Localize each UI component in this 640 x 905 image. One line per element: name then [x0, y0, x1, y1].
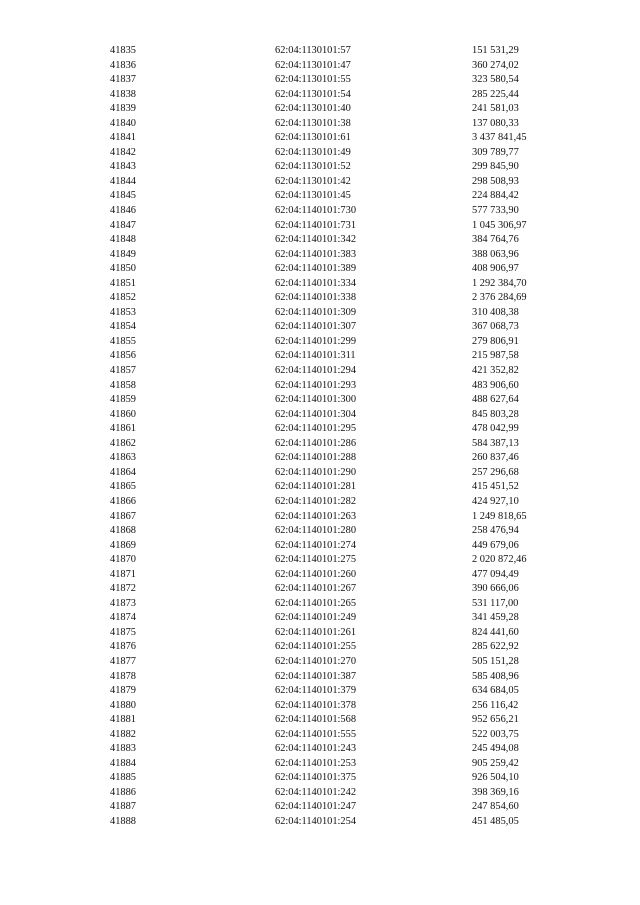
cadastral-number-cell: 62:04:1140101:255 [275, 641, 357, 653]
table-row [110, 277, 572, 292]
row-number-cell: 41880 [110, 699, 136, 711]
table-row [110, 262, 572, 277]
table-row [110, 480, 572, 495]
cadastral-number-cell: 62:04:1140101:311 [275, 350, 356, 362]
table-row [110, 742, 572, 757]
cadastral-number-cell: 62:04:1140101:389 [275, 263, 357, 275]
cadastral-number-cell: 62:04:1140101:275 [275, 554, 357, 566]
cadastral-value-cell: 390 666,06 [472, 583, 519, 595]
table-row [110, 175, 572, 190]
cadastral-value-cell: 577 733,90 [472, 205, 519, 217]
table-row [110, 59, 572, 74]
row-number-cell: 41841 [110, 132, 136, 144]
row-number-cell: 41883 [110, 743, 136, 755]
cadastral-value-cell: 241 581,03 [472, 103, 519, 115]
cadastral-value-cell: 585 408,96 [472, 670, 519, 682]
row-number-cell: 41858 [110, 379, 136, 391]
cadastral-number-cell: 62:04:1130101:52 [275, 161, 351, 173]
cadastral-number-cell: 62:04:1140101:387 [275, 670, 357, 682]
table-row [110, 786, 572, 801]
row-number-cell: 41847 [110, 219, 136, 231]
cadastral-number-cell: 62:04:1140101:731 [275, 219, 357, 231]
cadastral-number-cell: 62:04:1130101:57 [275, 45, 351, 56]
row-number-cell: 41860 [110, 408, 136, 420]
cadastral-number-cell: 62:04:1140101:281 [275, 481, 357, 493]
row-number-cell: 41888 [110, 815, 136, 827]
table-row [110, 349, 572, 364]
table-row [110, 568, 572, 583]
row-number-cell: 41873 [110, 597, 136, 609]
cadastral-value-cell: 247 854,60 [472, 801, 519, 813]
row-number-cell: 41837 [110, 74, 136, 86]
cadastral-value-cell: 522 003,75 [472, 728, 519, 740]
table-row [110, 189, 572, 204]
cadastral-value-cell: 1 045 306,97 [472, 219, 527, 231]
row-number-cell: 41853 [110, 306, 136, 318]
cadastral-value-cell: 323 580,54 [472, 74, 519, 86]
row-number-cell: 41840 [110, 117, 136, 129]
cadastral-number-cell: 62:04:1140101:294 [275, 365, 357, 377]
table-row [110, 160, 572, 175]
cadastral-value-cell: 408 906,97 [472, 263, 519, 275]
table-row [110, 684, 572, 699]
row-number-cell: 41874 [110, 612, 136, 624]
table-row [110, 728, 572, 743]
cadastral-value-cell: 531 117,00 [472, 597, 519, 609]
table-row [110, 306, 572, 321]
table-row [110, 248, 572, 263]
row-number-cell: 41849 [110, 248, 136, 260]
row-number-cell: 41850 [110, 263, 136, 275]
row-number-cell: 41879 [110, 685, 136, 697]
table-row [110, 88, 572, 103]
table-body [110, 44, 572, 830]
row-number-cell: 41867 [110, 510, 136, 522]
cadastral-number-cell: 62:04:1130101:55 [275, 74, 351, 86]
table-row [110, 219, 572, 234]
cadastral-value-cell: 449 679,06 [472, 539, 519, 551]
row-number-cell: 41842 [110, 146, 136, 158]
table-row [110, 539, 572, 554]
row-number-cell: 41844 [110, 175, 136, 187]
row-number-cell: 41863 [110, 452, 136, 464]
cadastral-number-cell: 62:04:1140101:243 [275, 743, 357, 755]
row-number-cell: 41882 [110, 728, 136, 740]
cadastral-value-cell: 483 906,60 [472, 379, 519, 391]
cadastral-value-cell: 137 080,33 [472, 117, 519, 129]
table-row [110, 146, 572, 161]
cadastral-value-cell: 256 116,42 [472, 699, 519, 711]
table-row [110, 582, 572, 597]
table-row [110, 800, 572, 815]
row-number-cell: 41885 [110, 772, 136, 784]
row-number-cell: 41877 [110, 655, 136, 667]
cadastral-number-cell: 62:04:1140101:263 [275, 510, 357, 522]
row-number-cell: 41878 [110, 670, 136, 682]
cadastral-number-cell: 62:04:1140101:274 [275, 539, 357, 551]
cadastral-value-cell: 905 259,42 [472, 757, 519, 769]
cadastral-number-cell: 62:04:1130101:45 [275, 190, 351, 202]
table-row [110, 699, 572, 714]
cadastral-number-cell: 62:04:1140101:282 [275, 495, 357, 507]
table-row [110, 204, 572, 219]
cadastral-number-cell: 62:04:1140101:334 [275, 277, 357, 289]
table-row [110, 553, 572, 568]
table-row [110, 510, 572, 525]
table-row [110, 73, 572, 88]
cadastral-value-cell: 215 987,58 [472, 350, 519, 362]
cadastral-value-cell: 477 094,49 [472, 568, 519, 580]
table-row [110, 451, 572, 466]
row-number-cell: 41845 [110, 190, 136, 202]
row-number-cell: 41854 [110, 321, 136, 333]
row-number-cell: 41836 [110, 59, 136, 71]
cadastral-number-cell: 62:04:1140101:299 [275, 335, 357, 347]
cadastral-number-cell: 62:04:1140101:375 [275, 772, 357, 784]
row-number-cell: 41848 [110, 234, 136, 246]
row-number-cell: 41886 [110, 786, 136, 798]
row-number-cell: 41855 [110, 335, 136, 347]
table-row [110, 379, 572, 394]
cadastral-number-cell: 62:04:1130101:61 [275, 132, 351, 144]
row-number-cell: 41869 [110, 539, 136, 551]
table-row [110, 335, 572, 350]
row-number-cell: 41872 [110, 583, 136, 595]
cadastral-value-cell: 367 068,73 [472, 321, 519, 333]
table-row [110, 771, 572, 786]
table-row [110, 393, 572, 408]
cadastral-number-cell: 62:04:1140101:270 [275, 655, 357, 667]
cadastral-value-cell: 421 352,82 [472, 365, 519, 377]
cadastral-value-cell: 298 508,93 [472, 175, 519, 187]
table-row [110, 291, 572, 306]
cadastral-value-cell: 584 387,13 [472, 437, 519, 449]
cadastral-value-table [110, 44, 572, 830]
cadastral-number-cell: 62:04:1140101:286 [275, 437, 357, 449]
cadastral-value-cell: 258 476,94 [472, 525, 519, 537]
cadastral-value-cell: 424 927,10 [472, 495, 519, 507]
table-row [110, 495, 572, 510]
row-number-cell: 41835 [110, 45, 136, 56]
cadastral-value-cell: 224 884,42 [472, 190, 519, 202]
cadastral-value-cell: 2 020 872,46 [472, 554, 527, 566]
cadastral-number-cell: 62:04:1140101:280 [275, 525, 357, 537]
cadastral-value-cell: 360 274,02 [472, 59, 519, 71]
cadastral-number-cell: 62:04:1130101:49 [275, 146, 351, 158]
cadastral-value-cell: 478 042,99 [472, 423, 519, 435]
table-row [110, 626, 572, 641]
row-number-cell: 41861 [110, 423, 136, 435]
cadastral-number-cell: 62:04:1140101:261 [275, 626, 357, 638]
table-row [110, 597, 572, 612]
cadastral-number-cell: 62:04:1130101:42 [275, 175, 351, 187]
table-row [110, 670, 572, 685]
cadastral-value-cell: 285 622,92 [472, 641, 519, 653]
table-row [110, 524, 572, 539]
table-row [110, 422, 572, 437]
row-number-cell: 41838 [110, 88, 136, 100]
cadastral-number-cell: 62:04:1140101:288 [275, 452, 357, 464]
cadastral-number-cell: 62:04:1140101:295 [275, 423, 357, 435]
table-row [110, 44, 572, 59]
row-number-cell: 41868 [110, 525, 136, 537]
cadastral-number-cell: 62:04:1140101:267 [275, 583, 357, 595]
cadastral-value-cell: 309 789,77 [472, 146, 519, 158]
cadastral-number-cell: 62:04:1140101:265 [275, 597, 357, 609]
cadastral-number-cell: 62:04:1140101:379 [275, 685, 357, 697]
cadastral-number-cell: 62:04:1130101:54 [275, 88, 351, 100]
cadastral-number-cell: 62:04:1140101:242 [275, 786, 357, 798]
cadastral-value-cell: 245 494,08 [472, 743, 519, 755]
row-number-cell: 41870 [110, 554, 136, 566]
cadastral-value-cell: 299 845,90 [472, 161, 519, 173]
cadastral-value-cell: 310 408,38 [472, 306, 519, 318]
cadastral-number-cell: 62:04:1140101:304 [275, 408, 357, 420]
cadastral-number-cell: 62:04:1140101:730 [275, 205, 357, 217]
row-number-cell: 41881 [110, 714, 136, 726]
cadastral-number-cell: 62:04:1140101:260 [275, 568, 357, 580]
cadastral-number-cell: 62:04:1140101:342 [275, 234, 357, 246]
cadastral-number-cell: 62:04:1140101:307 [275, 321, 357, 333]
table-row [110, 815, 572, 830]
cadastral-number-cell: 62:04:1140101:555 [275, 728, 357, 740]
cadastral-number-cell: 62:04:1140101:247 [275, 801, 357, 813]
cadastral-value-cell: 3 437 841,45 [472, 132, 527, 144]
cadastral-value-cell: 257 296,68 [472, 466, 519, 478]
cadastral-value-cell: 398 369,16 [472, 786, 519, 798]
cadastral-value-cell: 151 531,29 [472, 45, 519, 56]
row-number-cell: 41859 [110, 394, 136, 406]
table-row [110, 131, 572, 146]
cadastral-value-cell: 415 451,52 [472, 481, 519, 493]
table-row [110, 713, 572, 728]
table-row [110, 757, 572, 772]
row-number-cell: 41876 [110, 641, 136, 653]
row-number-cell: 41865 [110, 481, 136, 493]
cadastral-value-cell: 341 459,28 [472, 612, 519, 624]
cadastral-number-cell: 62:04:1140101:338 [275, 292, 357, 304]
cadastral-number-cell: 62:04:1140101:383 [275, 248, 357, 260]
cadastral-number-cell: 62:04:1140101:254 [275, 815, 357, 827]
cadastral-value-cell: 634 684,05 [472, 685, 519, 697]
table-row [110, 364, 572, 379]
cadastral-value-cell: 824 441,60 [472, 626, 519, 638]
cadastral-number-cell: 62:04:1140101:568 [275, 714, 357, 726]
cadastral-value-cell: 1 292 384,70 [472, 277, 527, 289]
row-number-cell: 41884 [110, 757, 136, 769]
table-row [110, 408, 572, 423]
row-number-cell: 41857 [110, 365, 136, 377]
row-number-cell: 41887 [110, 801, 136, 813]
cadastral-number-cell: 62:04:1140101:378 [275, 699, 357, 711]
table-row [110, 320, 572, 335]
cadastral-value-cell: 488 627,64 [472, 394, 519, 406]
cadastral-number-cell: 62:04:1130101:40 [275, 103, 351, 115]
row-number-cell: 41839 [110, 103, 136, 115]
table-row [110, 233, 572, 248]
table-row [110, 640, 572, 655]
cadastral-value-cell: 845 803,28 [472, 408, 519, 420]
cadastral-value-cell: 388 063,96 [472, 248, 519, 260]
table-row [110, 611, 572, 626]
cadastral-value-cell: 1 249 818,65 [472, 510, 527, 522]
cadastral-number-cell: 62:04:1130101:38 [275, 117, 351, 129]
cadastral-number-cell: 62:04:1140101:293 [275, 379, 357, 391]
row-number-cell: 41866 [110, 495, 136, 507]
cadastral-value-cell: 260 837,46 [472, 452, 519, 464]
row-number-cell: 41856 [110, 350, 136, 362]
row-number-cell: 41852 [110, 292, 136, 304]
cadastral-number-cell: 62:04:1140101:253 [275, 757, 357, 769]
cadastral-value-cell: 505 151,28 [472, 655, 519, 667]
table-row [110, 102, 572, 117]
row-number-cell: 41843 [110, 161, 136, 173]
cadastral-number-cell: 62:04:1140101:290 [275, 466, 357, 478]
table-row [110, 655, 572, 670]
row-number-cell: 41851 [110, 277, 136, 289]
cadastral-value-cell: 451 485,05 [472, 815, 519, 827]
table-row [110, 466, 572, 481]
row-number-cell: 41862 [110, 437, 136, 449]
cadastral-value-cell: 384 764,76 [472, 234, 519, 246]
cadastral-value-cell: 926 504,10 [472, 772, 519, 784]
table-row [110, 117, 572, 132]
cadastral-number-cell: 62:04:1130101:47 [275, 59, 351, 71]
row-number-cell: 41846 [110, 205, 136, 217]
cadastral-value-cell: 952 656,21 [472, 714, 519, 726]
cadastral-value-cell: 285 225,44 [472, 88, 519, 100]
cadastral-value-cell: 2 376 284,69 [472, 292, 527, 304]
cadastral-number-cell: 62:04:1140101:300 [275, 394, 357, 406]
row-number-cell: 41875 [110, 626, 136, 638]
row-number-cell: 41871 [110, 568, 136, 580]
cadastral-number-cell: 62:04:1140101:309 [275, 306, 357, 318]
cadastral-value-cell: 279 806,91 [472, 335, 519, 347]
table-row [110, 437, 572, 452]
cadastral-number-cell: 62:04:1140101:249 [275, 612, 357, 624]
row-number-cell: 41864 [110, 466, 136, 478]
